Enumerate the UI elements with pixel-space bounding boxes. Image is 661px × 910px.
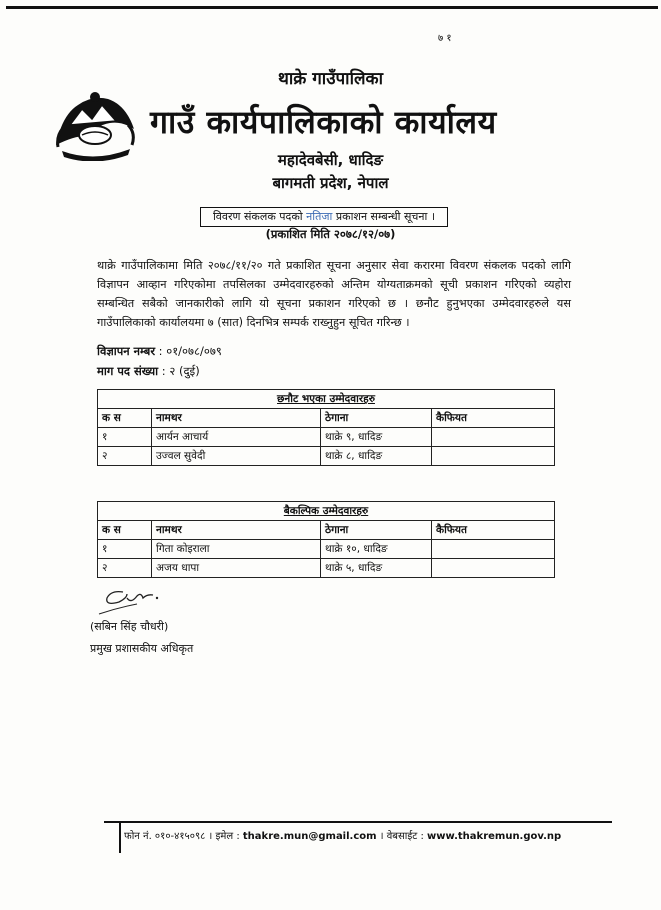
table-header-row [98, 409, 555, 428]
signatory-post: प्रमुख प्रशासकीय अधिकृत [90, 642, 194, 655]
post-count-value: : २ (दुई) [158, 364, 200, 378]
cell-remarks [432, 540, 555, 559]
selected-candidates-table [97, 389, 555, 466]
table-row [98, 540, 555, 559]
col-remarks: कैफियत [432, 409, 555, 428]
notice-title-highlight: नतिजा [306, 210, 333, 223]
published-date: (प्रकाशित मिति २०७८/१२/०७) [265, 227, 396, 241]
cell-address: थाक्रे १०, धादिङ [321, 540, 432, 559]
footer-rule [104, 821, 612, 823]
notice-title [200, 207, 448, 227]
notice-body: थाक्रे गाउँपालिकामा मिति २०७८/११/२० गते प्रकाशित सूचना अनुसार सेवा करारमा विवरण संकलक पदको लागि विज्ञापन आव्हान गरिएकोमा तपसिलका उम्मेदवारहरुको अन्तिम योग्यताक्रमको सूची प्रकाशन गरिएको व्यहोरा सम्बन्धित सबैको जानकारीको लागि यो सूचना प्रकाशन गरिएको छ । छनौट हुनुभएका उम्मेदवारहरुले यस गाउँपालिकाको कार्यालयमा ७ (सात) दिनभित्र सम्पर्क राख्नुहुन सूचित गरिन्छ । [97, 259, 571, 329]
footer-phone: फोन नं. ०१०-४१५०९८ । इमेल : [124, 831, 243, 842]
municipality-name: थाक्रे गाउँपालिका [278, 69, 383, 89]
col-name: नामथर [152, 409, 321, 428]
footer-vertical-rule [119, 821, 121, 853]
col-name: नामथर [152, 521, 321, 540]
signature [97, 586, 167, 616]
cell-remarks [432, 428, 555, 447]
col-address: ठेगाना [321, 521, 432, 540]
alternate-candidates-table [97, 501, 555, 578]
cell-sn: २ [98, 447, 152, 466]
footer-web-label: । वेबसाईट : [376, 831, 428, 842]
table-row [98, 447, 555, 466]
page-mark: ७ १ [438, 33, 452, 44]
cell-address: थाक्रे ८, धादिङ [321, 447, 432, 466]
ad-number-label: विज्ञापन नम्बर [97, 344, 156, 358]
cell-sn: १ [98, 428, 152, 447]
footer-website: www.thakremun.gov.np [427, 831, 562, 842]
cell-name: आर्यन आचार्य [152, 428, 321, 447]
cell-sn: १ [98, 540, 152, 559]
province-country: बागमती प्रदेश, नेपाल [272, 174, 389, 192]
col-address: ठेगाना [321, 409, 432, 428]
notice-title-part-c: प्रकाशन सम्बन्धी सूचना । [332, 210, 436, 223]
table-caption: बैकल्पिक उम्मेदवारहरु [98, 502, 555, 521]
ad-number [97, 344, 222, 359]
top-border-line [6, 6, 658, 9]
post-count-label: माग पद संख्या [97, 364, 159, 378]
table-row [98, 428, 555, 447]
col-remarks: कैफियत [432, 521, 555, 540]
cell-name: अजय धापा [152, 559, 321, 578]
footer-contact [124, 828, 561, 842]
table-header-row [98, 521, 555, 540]
cell-name: गिता कोइराला [152, 540, 321, 559]
col-sn: क स [98, 409, 152, 428]
table-caption: छनौट भएका उम्मेदवारहरु [98, 390, 555, 409]
cell-address: थाक्रे ९, धादिङ [321, 428, 432, 447]
table-row [98, 559, 555, 578]
cell-address: थाक्रे ५, धादिङ [321, 559, 432, 578]
cell-remarks [432, 447, 555, 466]
footer-email: thakre.mun@gmail.com [242, 831, 377, 842]
signatory-name: (सबिन सिंह चौधरी) [90, 620, 169, 633]
notice-title-part-a: विवरण संकलक पदको [212, 210, 307, 223]
cell-sn: २ [98, 559, 152, 578]
col-sn: क स [98, 521, 152, 540]
cell-name: उज्वल सुवेदी [152, 447, 321, 466]
office-address: महादेवबेसी, धादिङ [277, 151, 384, 169]
ad-number-value: : ०१/०७८/०७९ [155, 344, 222, 358]
cell-remarks [432, 559, 555, 578]
post-count [97, 364, 200, 379]
office-title: गाउँ कार्यपालिकाको कार्यालय [150, 103, 497, 141]
